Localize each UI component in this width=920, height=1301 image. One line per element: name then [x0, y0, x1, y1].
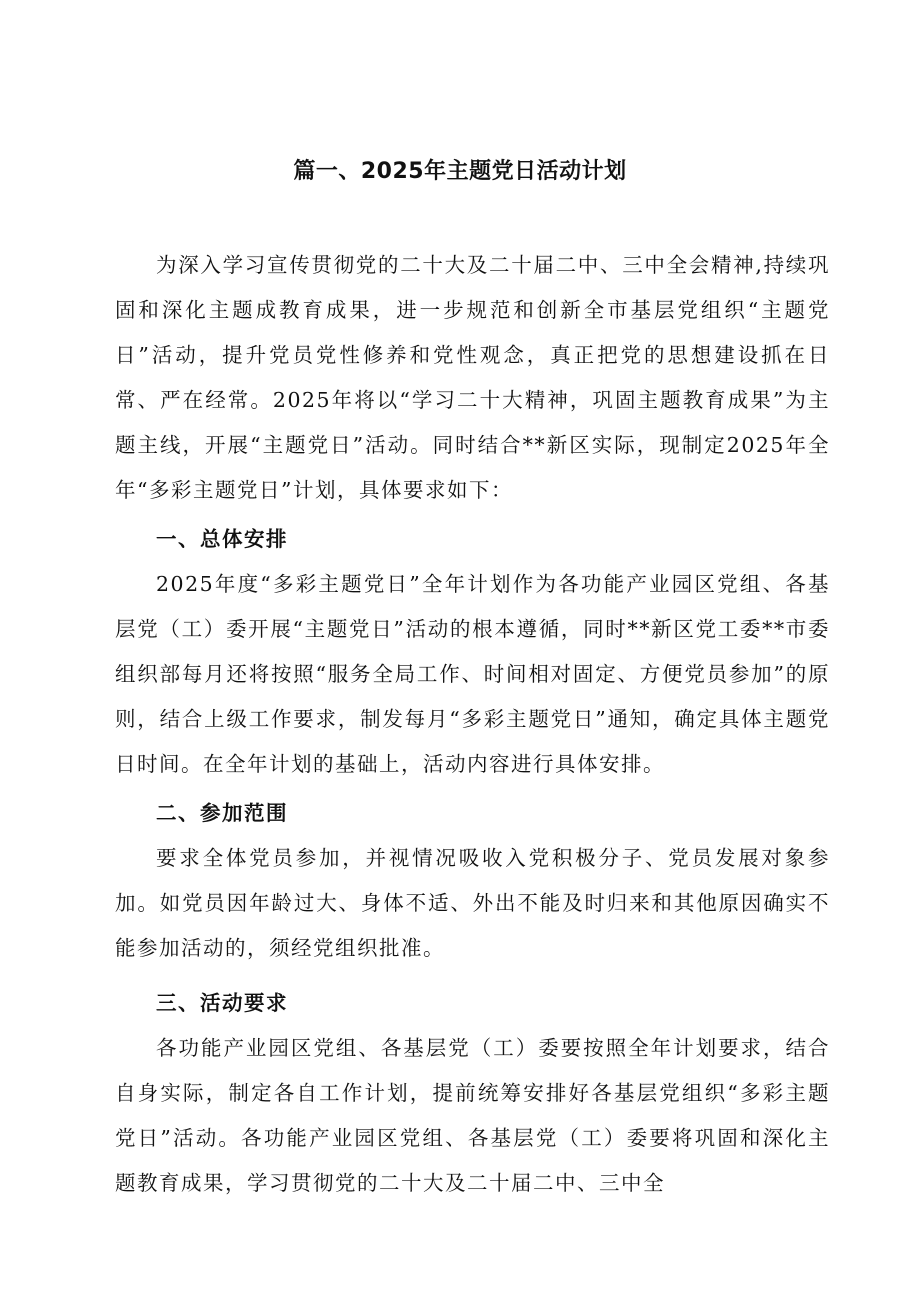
section-text-activity-requirements: 各功能产业园区党组、各基层党（工）委要按照全年计划要求，结合自身实际，制定各自工作计划，提前统筹安排好各基层党组织“多彩主题党日”活动。各功能产业园区党组、各基层党（工）委要将巩固和深化主题教育成果，学习贯彻党的二十大及二十届二中、三中全: [115, 1036, 830, 1195]
section-heading-overall-arrangement: 一、总体安排: [156, 527, 288, 551]
section-heading-participation-scope: 二、参加范围: [156, 801, 288, 825]
section-text-overall-arrangement: 2025年度“多彩主题党日”全年计划作为各功能产业园区党组、各基层党（工）委开展“主题党日”活动的根本遵循，同时**新区党工委**市委组织部每月还将按照“服务全局工作、时间相对固定、方便党员参加”的原则，结合上级工作要求，制发每月“多彩主题党日”通知，确定具体主题党日时间。在全年计划的基础上，活动内容进行具体安排。: [115, 572, 830, 776]
section-text-participation-scope: 要求全体党员参加，并视情况吸收入党积极分子、党员发展对象参加。如党员因年龄过大、身体不适、外出不能及时归来和其他原因确实不能参加活动的，须经党组织批准。: [115, 846, 830, 960]
document-title: 篇一、2025年主题党日活动计划: [293, 159, 627, 184]
document-body: [115, 243, 830, 1206]
intro-paragraph: 为深入学习宣传贯彻党的二十大及二十届二中、三中全会精神,持续巩固和深化主题成教育成果，进一步规范和创新全市基层党组织“主题党日”活动，提升党员党性修养和党性观念，真正把党的思想建设抓在日常、严在经常。2025年将以“学习二十大精神，巩固主题教育成果”为主题主线，开展“主题党日”活动。同时结合**新区实际，现制定2025年全年“多彩主题党日”计划，具体要求如下：: [115, 253, 830, 502]
section-heading-activity-requirements: 三、活动要求: [156, 991, 288, 1015]
